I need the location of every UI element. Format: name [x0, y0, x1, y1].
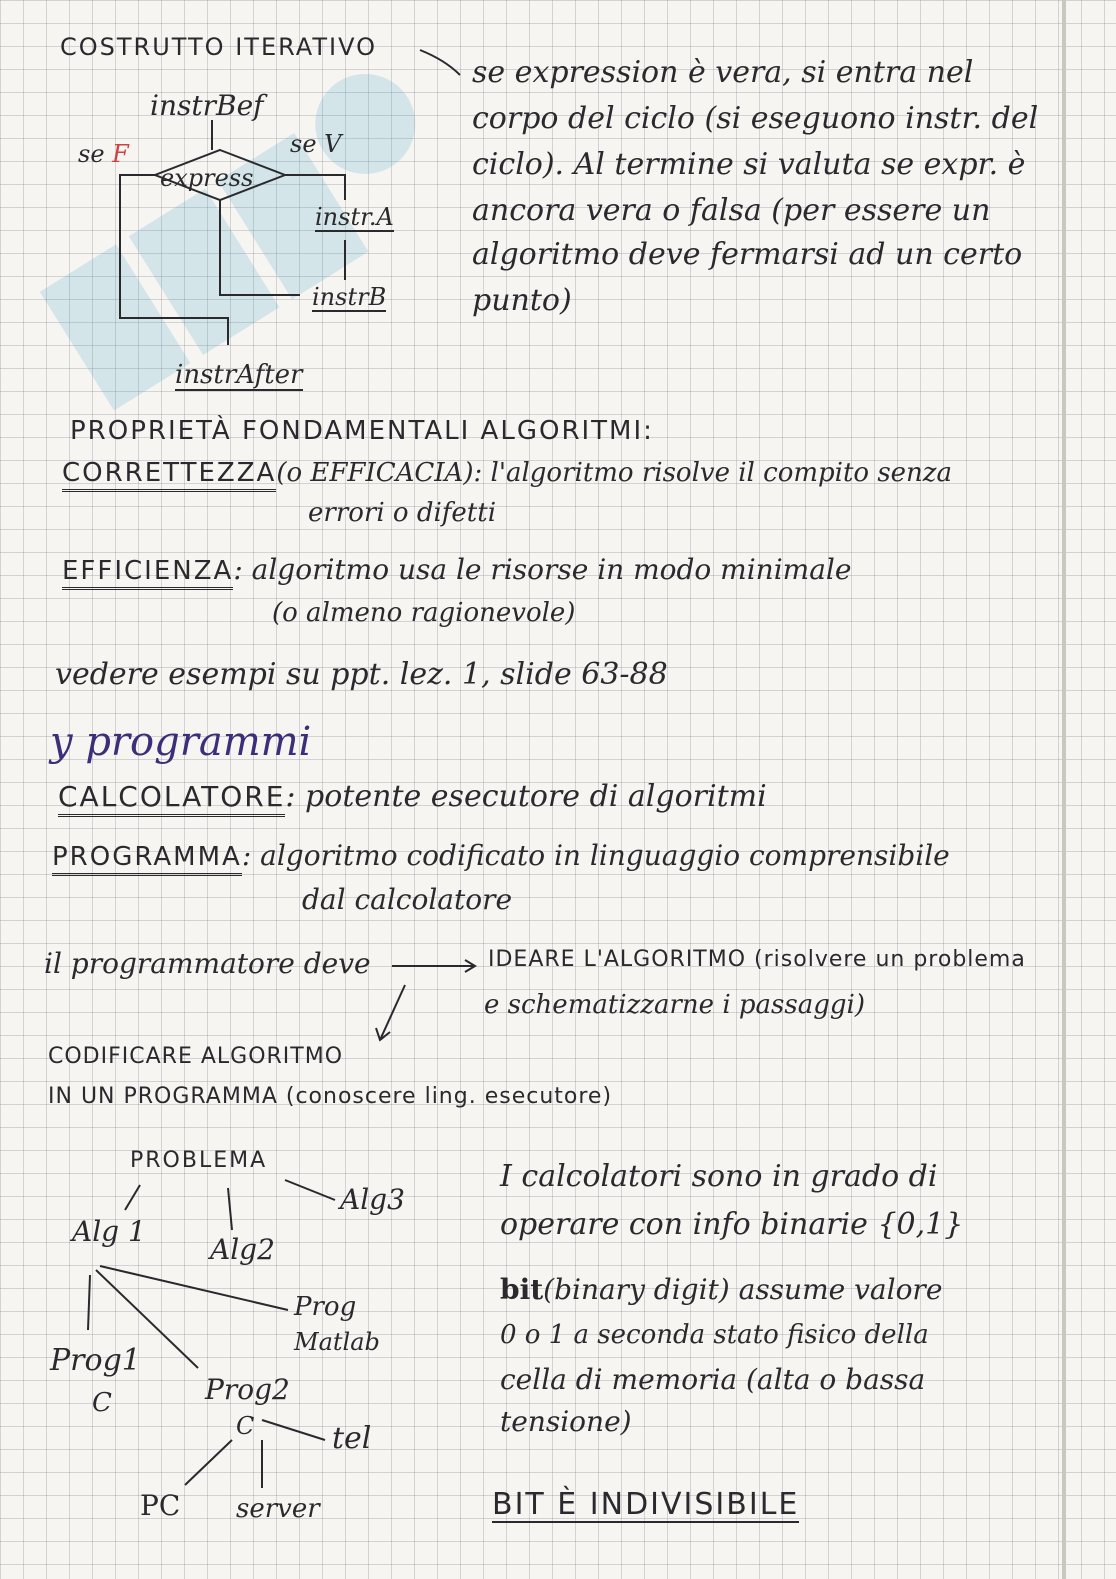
explanation-line: ciclo). Al termine si valuta se expr. è — [472, 147, 1026, 182]
binary-conclusion: BIT È INDIVISIBILE — [492, 1487, 800, 1522]
arrow-problema-alg3 — [285, 1180, 335, 1200]
arrow-prog2-pc — [185, 1440, 232, 1485]
ideare-text: IDEARE L'ALGORITMO (risolvere un problema — [488, 947, 1026, 972]
flowchart-instr-bef: instrBef — [150, 89, 264, 122]
flowchart-title: COSTRUTTO ITERATIVO — [60, 33, 377, 61]
flowchart-instr-after: instrAfter — [175, 360, 303, 390]
binary-line-5: cella di memoria (alta o bassa — [500, 1363, 926, 1396]
tree-prog1: Prog1 — [50, 1343, 141, 1378]
programmatore-text: il programmatore deve — [44, 947, 371, 980]
tree-matlab: Matlab — [294, 1328, 380, 1356]
arrow-problema-alg1 — [125, 1185, 140, 1210]
arrow-prog2-tel — [262, 1420, 325, 1440]
tree-prog2: Prog2 — [205, 1373, 290, 1406]
tree-c2: C — [236, 1412, 255, 1440]
tree-pc: PC — [140, 1489, 181, 1522]
tree-prog-matlab: Prog — [294, 1292, 357, 1322]
programma-definition-2: dal calcolatore — [302, 883, 513, 916]
ideare-text-2: e schematizzarne i passaggi) — [484, 990, 865, 1020]
binary-line-3: bit(binary digit) assume valore — [500, 1273, 943, 1306]
arrow-problema-alg2 — [228, 1188, 232, 1230]
explanation-line: algoritmo deve fermarsi ad un certo — [472, 237, 1023, 272]
explanation-line: corpo del ciclo (si eseguono instr. del — [472, 101, 1039, 136]
tree-alg2: Alg2 — [210, 1233, 275, 1266]
explanation-line: ancora vera o falsa (per essere un — [472, 193, 991, 228]
arrow-alg1-prog1 — [88, 1275, 90, 1330]
binary-line-4: 0 o 1 a seconda stato fisico della — [500, 1320, 929, 1350]
binary-line-2: operare con info binarie {0,1} — [500, 1207, 964, 1242]
binary-line-6: tensione) — [500, 1405, 632, 1438]
tree-tel: tel — [332, 1421, 372, 1456]
programma-definition: : algoritmo codificato in linguaggio comprensibile — [241, 839, 950, 872]
tree-server: server — [236, 1494, 320, 1524]
codificare-text-2: IN UN PROGRAMMA (conoscere ling. esecutore) — [48, 1084, 613, 1109]
flowchart-instr-b: instrB — [312, 283, 387, 311]
flowchart-se-f: se F — [78, 140, 129, 168]
section-title: y programmi — [50, 719, 312, 765]
flowchart-express: express — [160, 164, 254, 192]
flowchart-instr-a: instr.A — [315, 203, 394, 231]
correttezza-definition-2: errori o difetti — [308, 498, 497, 528]
codificare-text: CODIFICARE ALGORITMO — [48, 1044, 344, 1069]
tree-alg1: Alg 1 — [72, 1215, 146, 1248]
properties-heading: PROPRIETÀ FONDAMENTALI ALGORITMI: — [70, 416, 654, 446]
efficienza-definition: : algoritmo usa le risorse in modo minimale — [233, 553, 852, 586]
tree-c1: C — [92, 1388, 112, 1418]
reference-note: vedere esempi su ppt. lez. 1, slide 63-88 — [55, 657, 668, 692]
efficienza-term: EFFICIENZA — [62, 556, 233, 590]
correttezza-definition: (o EFFICACIA): l'algoritmo risolve il compito senza — [276, 458, 952, 488]
tree-problema: PROBLEMA — [130, 1148, 268, 1173]
explanation-line: punto) — [472, 283, 572, 318]
programma-term: PROGRAMMA — [52, 842, 242, 876]
explanation-line: se expression è vera, si entra nel — [472, 55, 974, 90]
binary-line-1: I calcolatori sono in grado di — [500, 1159, 938, 1194]
efficienza-definition-2: (o almeno ragionevole) — [272, 598, 576, 628]
flowchart-se-v: se V — [290, 130, 342, 158]
correttezza-term: CORRETTEZZA — [62, 458, 276, 492]
calcolatore-definition: : potente esecutore di algoritmi — [285, 779, 767, 814]
calcolatore-term: CALCOLATORE — [58, 780, 285, 817]
arrow-alg1-matlab — [100, 1266, 288, 1310]
bit-word: bit — [500, 1273, 544, 1306]
tree-alg3: Alg3 — [340, 1183, 405, 1216]
